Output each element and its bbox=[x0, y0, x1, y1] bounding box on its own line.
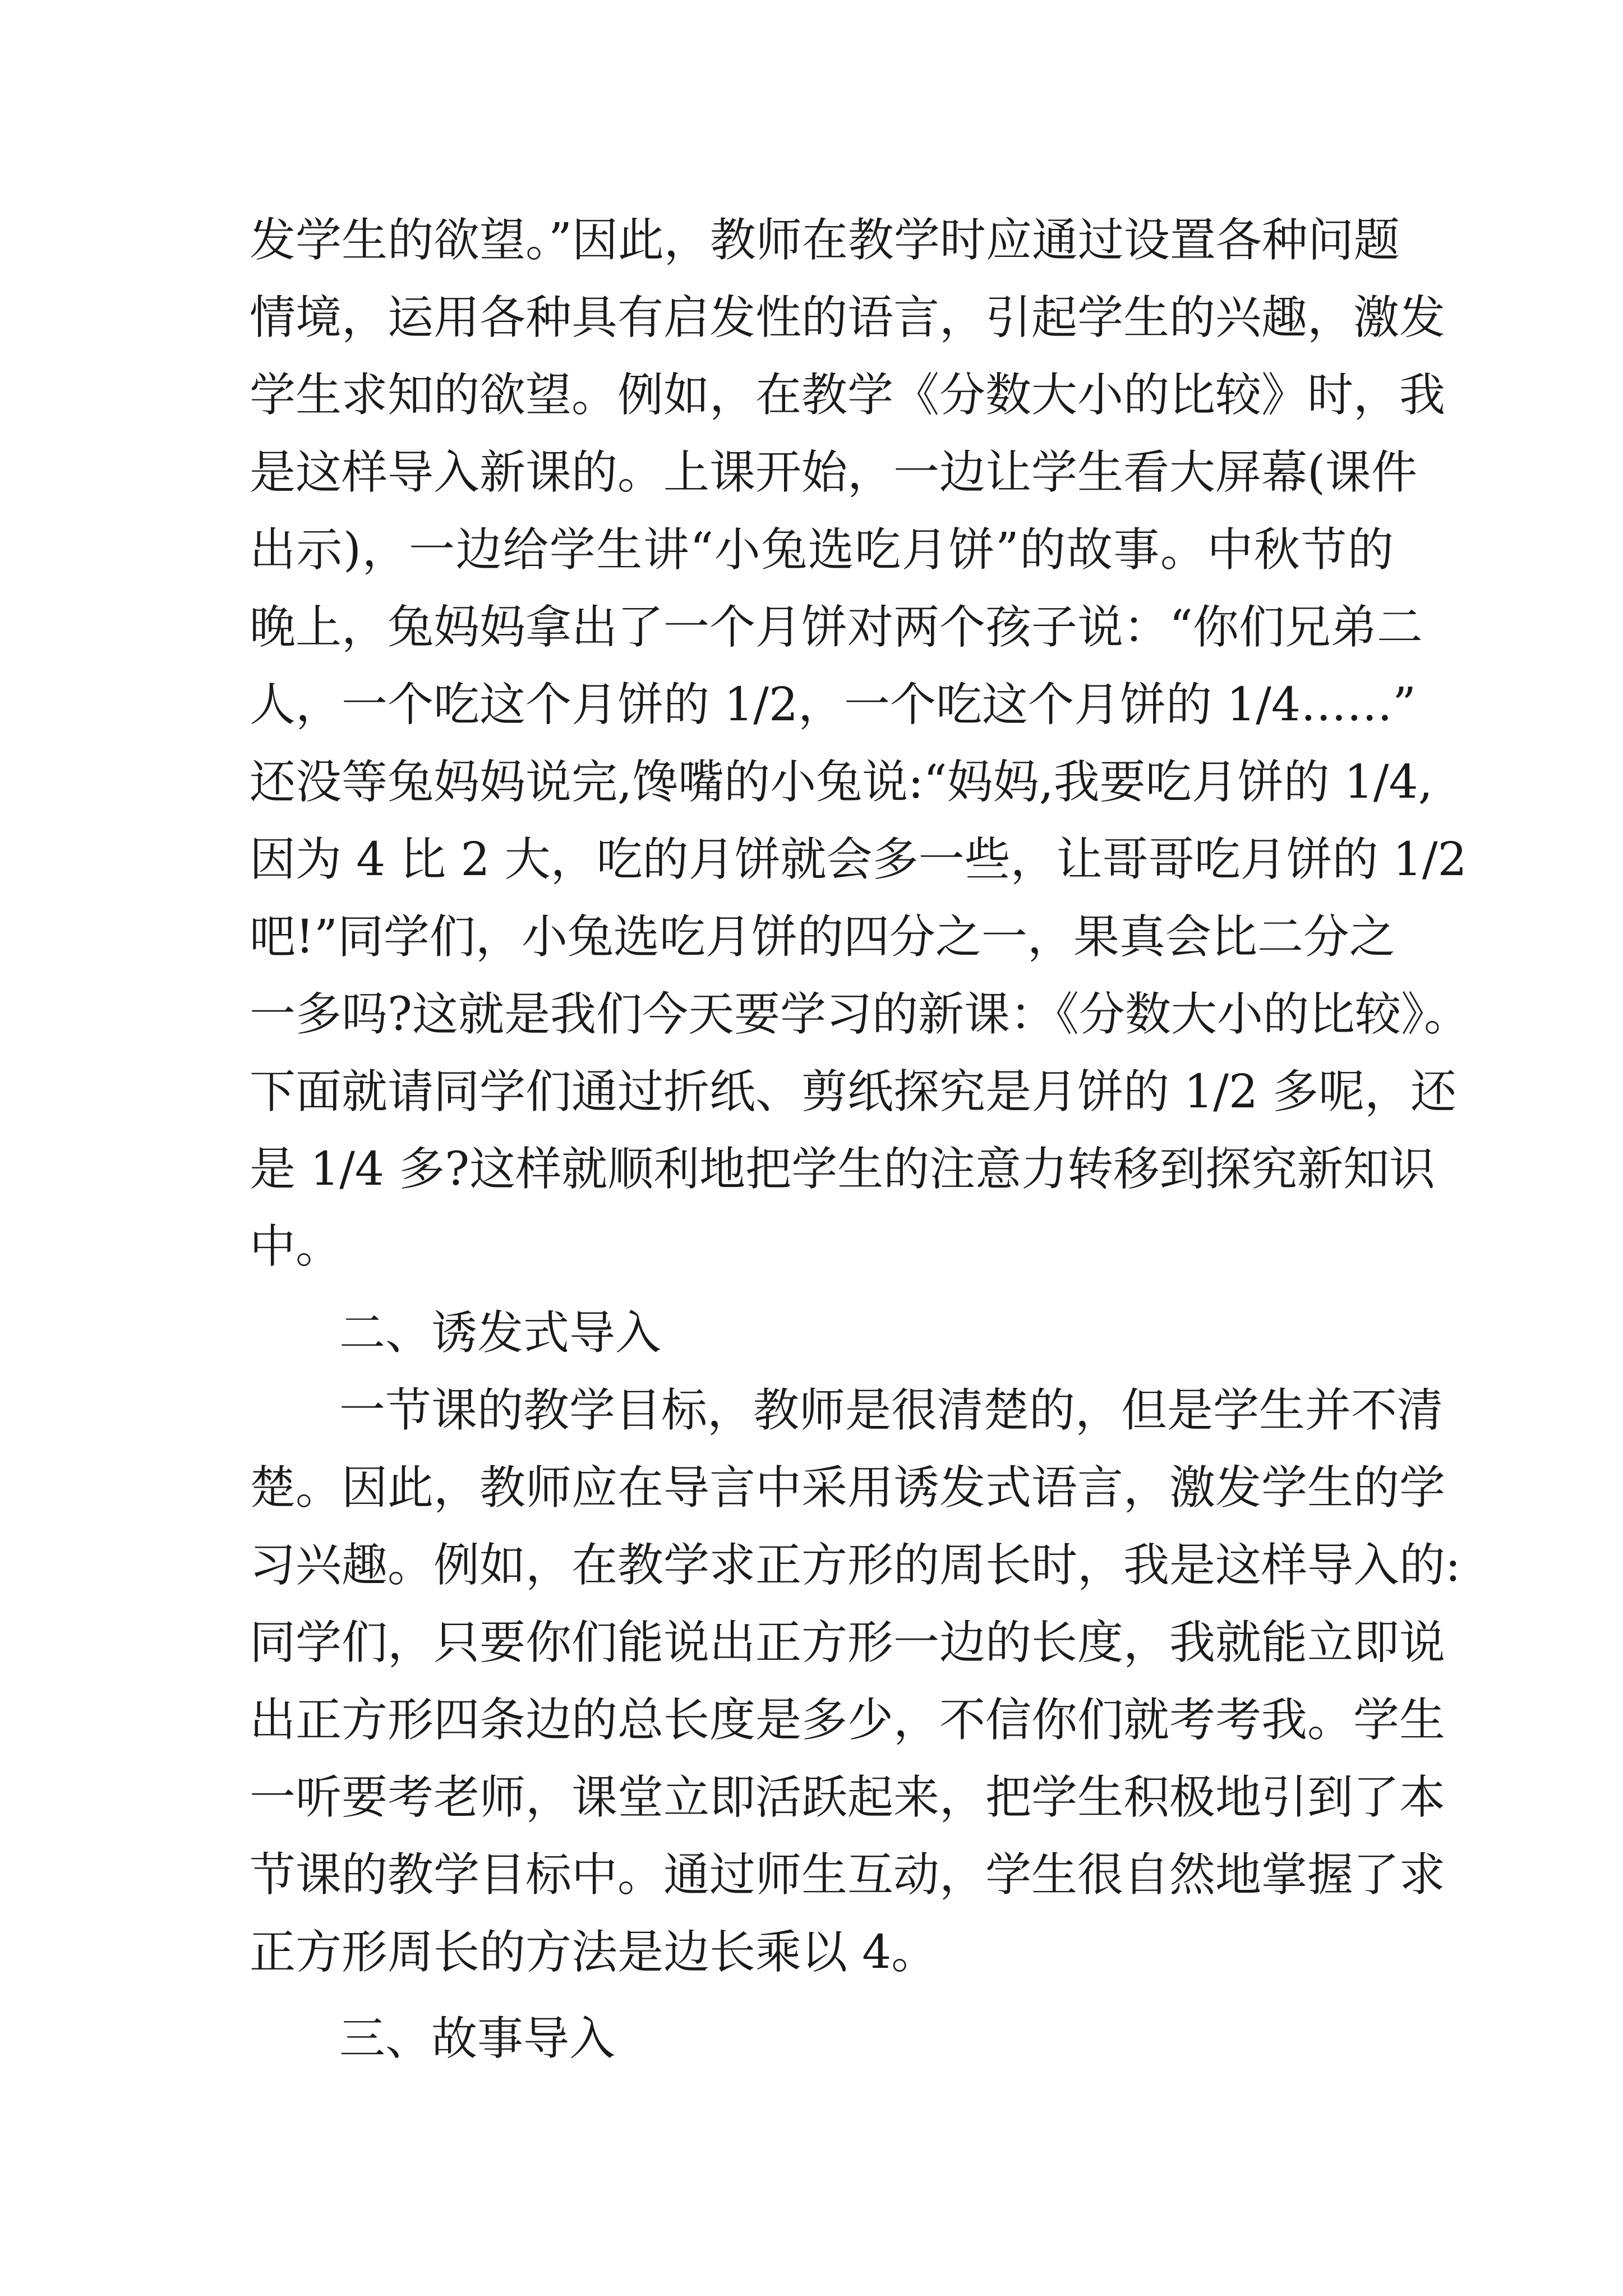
section-heading: 三、故事导入 bbox=[339, 2012, 616, 2065]
paragraph-line: 楚。因此，教师应在导言中采用诱发式语言，激发学生的学 bbox=[250, 1461, 1446, 1515]
paragraph-line: 出正方形四条边的总长度是多少，不信你们就考考我。学生 bbox=[250, 1694, 1446, 1747]
section-heading: 二、诱发式导入 bbox=[339, 1306, 662, 1360]
paragraph-line: 人，一个吃这个月饼的 1/2，一个吃这个月饼的 1/4……” bbox=[250, 678, 1416, 731]
paragraph-line: 是 1/4 多?这样就顺利地把学生的注意力转移到探究新知识 bbox=[250, 1143, 1436, 1196]
paragraph-line: 还没等兔妈妈说完,馋嘴的小兔说:“妈妈,我要吃月饼的 1/4, bbox=[250, 756, 1433, 809]
paragraph-line: 下面就请同学们通过折纸、剪纸探究是月饼的 1/2 多呢，还 bbox=[250, 1065, 1457, 1119]
paragraph-line: 一多吗?这就是我们今天要学习的新课：《分数大小的比较》。 bbox=[250, 988, 1470, 1041]
paragraph-line: 是这样导入新课的。上课开始，一边让学生看大屏幕(课件 bbox=[250, 446, 1417, 499]
document-body bbox=[250, 202, 1470, 2078]
paragraph-line: 中。 bbox=[250, 1220, 342, 1273]
paragraph-line: 因为 4 比 2 大，吃的月饼就会多一些，让哥哥吃月饼的 1/2 bbox=[250, 833, 1467, 886]
paragraph-line: 情境，运用各种具有启发性的语言，引起学生的兴趣，激发 bbox=[250, 291, 1446, 344]
paragraph-line: 晚上，兔妈妈拿出了一个月饼对两个孩子说：“你们兄弟二 bbox=[250, 601, 1423, 654]
paragraph-line: 学生求知的欲望。例如，在教学《分数大小的比较》时，我 bbox=[250, 369, 1446, 422]
paragraph-line: 出示)，一边给学生讲“小兔选吃月饼”的故事。中秋节的 bbox=[250, 523, 1394, 577]
paragraph-line: 吧!”同学们，小兔选吃月饼的四分之一，果真会比二分之 bbox=[250, 910, 1395, 964]
paragraph-line: 发学生的欲望。”因此，教师在教学时应通过设置各种问题 bbox=[250, 214, 1400, 267]
paragraph-line: 同学们，只要你们能说出正方形一边的长度，我就能立即说 bbox=[250, 1616, 1446, 1669]
paragraph-line: 习兴趣。例如，在教学求正方形的周长时，我是这样导入的: bbox=[250, 1539, 1461, 1592]
paragraph-line: 一听要考老师，课堂立即活跃起来，把学生积极地引到了本 bbox=[250, 1771, 1446, 1824]
paragraph-line: 节课的教学目标中。通过师生互动，学生很自然地掌握了求 bbox=[250, 1848, 1446, 1902]
paragraph-line: 正方形周长的方法是边长乘以 4。 bbox=[250, 1926, 938, 1979]
paragraph-line: 一节课的教学目标，教师是很清楚的，但是学生并不清 bbox=[339, 1384, 1444, 1437]
